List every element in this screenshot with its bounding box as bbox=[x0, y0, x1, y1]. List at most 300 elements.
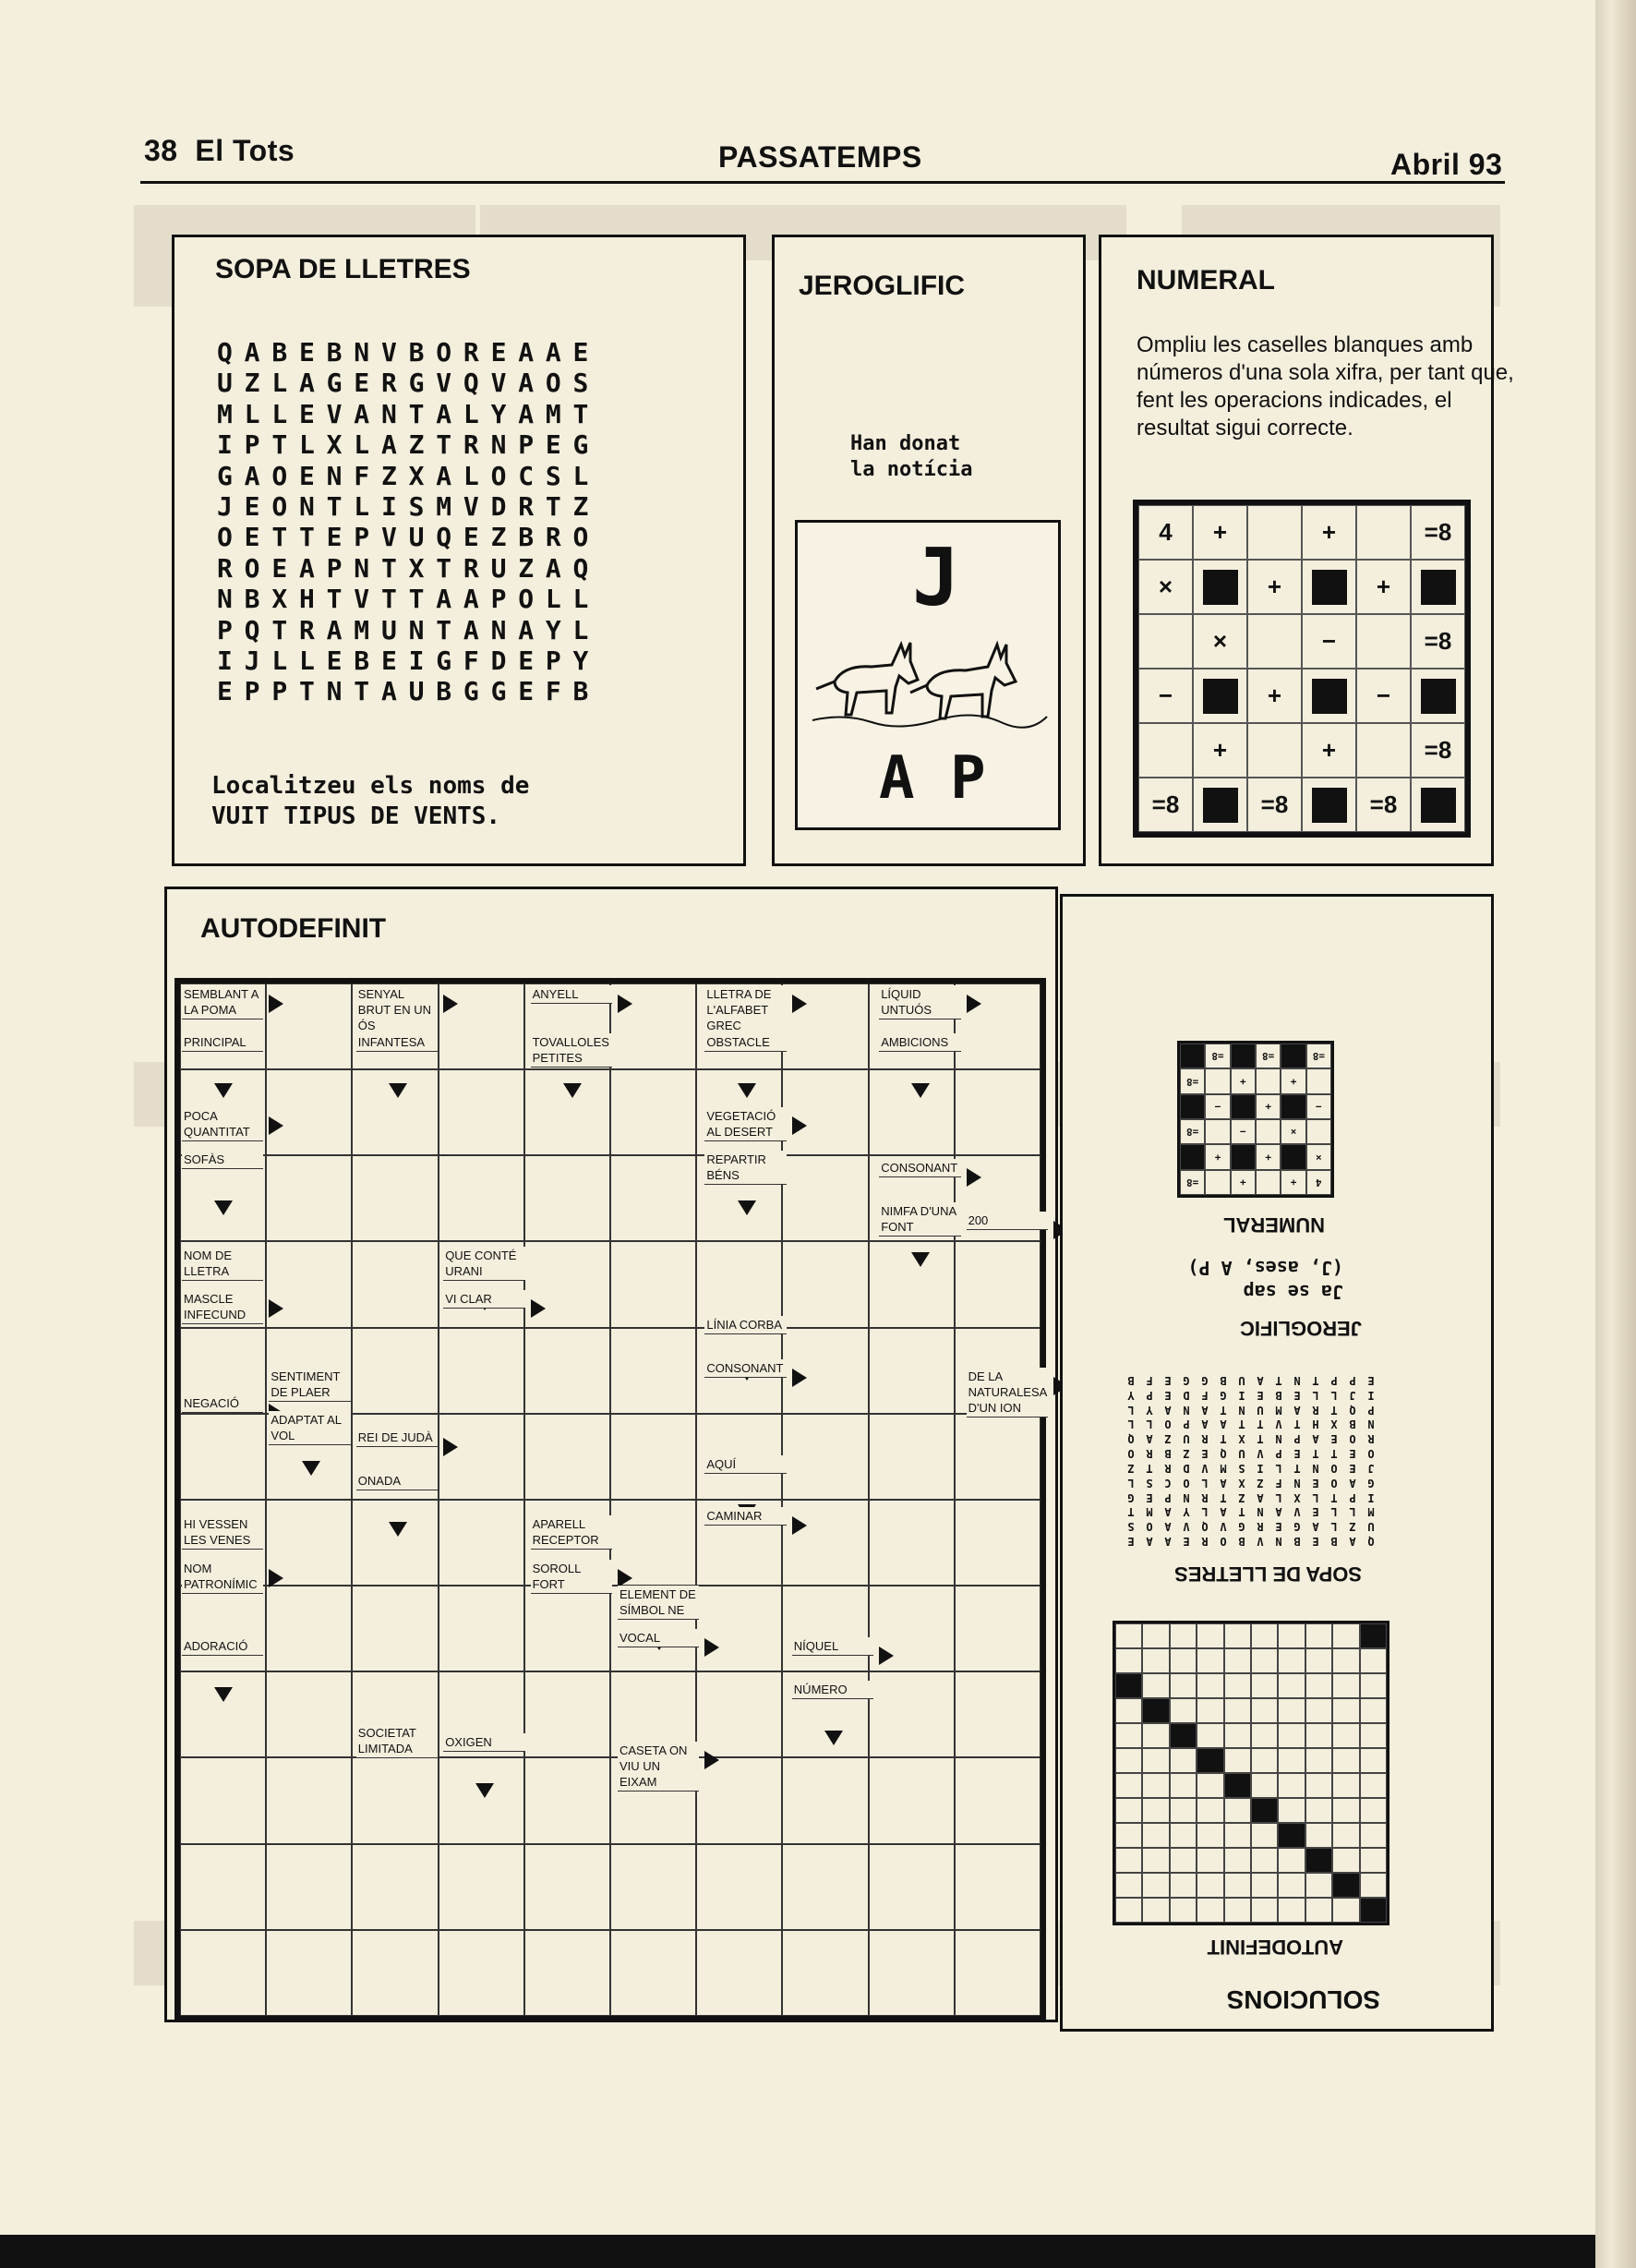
solution-cell bbox=[1224, 1848, 1251, 1873]
solution-cell bbox=[1251, 1748, 1278, 1773]
crossword-cell[interactable] bbox=[524, 1844, 610, 1930]
solution-cell bbox=[1278, 1898, 1305, 1923]
crossword-cell[interactable] bbox=[696, 1671, 782, 1757]
solution-letter: B bbox=[1293, 1535, 1301, 1549]
crossword-cell[interactable] bbox=[696, 1241, 782, 1327]
solution-cell bbox=[1115, 1798, 1142, 1823]
word-search-row: IPTLXLAZTRNPEG bbox=[217, 429, 601, 461]
crossword-clue: SOROLL FORT bbox=[531, 1560, 612, 1594]
crossword-cell[interactable] bbox=[266, 1930, 352, 2016]
word-search-row: ROEAPNTXTRUZAQ bbox=[217, 552, 601, 584]
solution-letter: I bbox=[1367, 1388, 1375, 1402]
solution-cell bbox=[1305, 1773, 1332, 1798]
numeral-cell[interactable]: + bbox=[1302, 723, 1356, 778]
solution-cell bbox=[1278, 1823, 1305, 1848]
crossword-cell[interactable] bbox=[869, 1930, 955, 2016]
solution-letter: F bbox=[1275, 1476, 1282, 1490]
crossword-cell[interactable] bbox=[610, 1155, 696, 1241]
solution-letter: O bbox=[1330, 1476, 1338, 1490]
numeral-cell[interactable]: =8 bbox=[1138, 778, 1193, 832]
numeral-black-square bbox=[1312, 679, 1347, 714]
solution-cell bbox=[1197, 1873, 1223, 1898]
crossword-cell[interactable] bbox=[439, 1586, 524, 1671]
solutions-numeral-title: NUMERAL bbox=[1223, 1213, 1325, 1237]
solution-cell bbox=[1197, 1823, 1223, 1848]
crossword-cell[interactable] bbox=[782, 1757, 868, 1843]
solution-cell bbox=[1115, 1748, 1142, 1773]
solution-cell bbox=[1142, 1723, 1169, 1748]
numeral-cell[interactable]: + bbox=[1193, 505, 1247, 560]
solution-numeral-cell: + bbox=[1256, 1094, 1281, 1119]
solution-letter: H bbox=[1312, 1418, 1319, 1431]
crossword-clue: REI DE JUDÀ bbox=[356, 1429, 438, 1447]
solution-letter: Q bbox=[1201, 1520, 1209, 1534]
crossword-cell[interactable] bbox=[782, 1414, 868, 1500]
solution-letter: G bbox=[1367, 1476, 1375, 1490]
rebus-clue-line: Han donat bbox=[850, 432, 961, 455]
solution-cell bbox=[1251, 1773, 1278, 1798]
solution-cell bbox=[1170, 1848, 1197, 1873]
crossword-cell[interactable] bbox=[955, 1069, 1041, 1155]
solution-cell bbox=[1332, 1798, 1359, 1823]
numeral-cell[interactable] bbox=[1356, 723, 1411, 778]
crossword-cell[interactable] bbox=[610, 1414, 696, 1500]
solution-letter: Y bbox=[1127, 1388, 1135, 1402]
numeral-cell[interactable]: =8 bbox=[1247, 778, 1302, 832]
numeral-cell[interactable] bbox=[1302, 669, 1356, 723]
solution-letter: B bbox=[1275, 1388, 1282, 1402]
word-search-row: GAOENFZXALOCSL bbox=[217, 460, 601, 491]
numeral-cell[interactable] bbox=[1247, 614, 1302, 669]
crossword-cell[interactable] bbox=[266, 1757, 352, 1843]
numeral-cell[interactable] bbox=[1356, 505, 1411, 560]
arrow-down-icon bbox=[563, 1083, 582, 1098]
crossword-cell[interactable] bbox=[352, 1155, 438, 1241]
numeral-cell[interactable] bbox=[1411, 560, 1465, 614]
numeral-cell[interactable] bbox=[1247, 505, 1302, 560]
crossword-cell[interactable] bbox=[266, 1671, 352, 1757]
numeral-cell[interactable] bbox=[1411, 778, 1465, 832]
solution-letter: L bbox=[1330, 1388, 1338, 1402]
crossword-cell[interactable] bbox=[869, 1328, 955, 1414]
solution-letter: D bbox=[1183, 1388, 1190, 1402]
crossword-cell[interactable] bbox=[782, 1500, 868, 1586]
crossword-cell[interactable] bbox=[439, 1155, 524, 1241]
solution-cell bbox=[1115, 1773, 1142, 1798]
crossword-cell[interactable] bbox=[352, 1500, 438, 1586]
solution-letter: A bbox=[1164, 1403, 1172, 1417]
solution-letter: X bbox=[1238, 1432, 1245, 1446]
numeral-cell[interactable]: =8 bbox=[1356, 778, 1411, 832]
solution-letter: T bbox=[1275, 1373, 1282, 1387]
solution-letter: A bbox=[1293, 1403, 1301, 1417]
solution-numeral-cell: − bbox=[1205, 1094, 1230, 1119]
numeral-cell[interactable]: × bbox=[1138, 560, 1193, 614]
numeral-cell[interactable] bbox=[1302, 778, 1356, 832]
crossword-clue: LÍQUID UNTUÓS bbox=[879, 985, 960, 1019]
solution-numeral-cell: − bbox=[1231, 1119, 1256, 1144]
numeral-cell[interactable]: + bbox=[1247, 669, 1302, 723]
crossword-cell[interactable] bbox=[869, 1671, 955, 1757]
crossword-clue: TOVALLOLES PETITES bbox=[531, 1033, 612, 1068]
numeral-cell[interactable]: + bbox=[1247, 560, 1302, 614]
solution-letter: O bbox=[1349, 1432, 1356, 1446]
numeral-cell[interactable]: + bbox=[1193, 723, 1247, 778]
arrow-right-icon bbox=[618, 995, 632, 1013]
crossword-title: AUTODEFINIT bbox=[200, 913, 387, 944]
crossword-cell[interactable] bbox=[180, 1844, 266, 1930]
crossword-cell[interactable] bbox=[955, 1586, 1041, 1671]
solution-numeral-cell bbox=[1180, 1094, 1205, 1119]
solution-letter: J bbox=[1349, 1388, 1356, 1402]
solution-cell bbox=[1115, 1898, 1142, 1923]
solution-numeral-cell bbox=[1205, 1068, 1230, 1093]
numeral-cell[interactable]: − bbox=[1138, 669, 1193, 723]
solution-cell bbox=[1332, 1873, 1359, 1898]
word-search-row: OETTEPVUQEZBRO bbox=[217, 522, 601, 553]
solution-letter: E bbox=[1349, 1461, 1356, 1475]
crossword-cell[interactable] bbox=[180, 1930, 266, 2016]
solution-cell bbox=[1305, 1873, 1332, 1898]
solution-cell bbox=[1332, 1623, 1359, 1648]
crossword-cell[interactable] bbox=[266, 1586, 352, 1671]
solution-cell bbox=[1197, 1748, 1223, 1773]
solution-cell bbox=[1305, 1848, 1332, 1873]
crossword-cell[interactable] bbox=[696, 1586, 782, 1671]
crossword-cell[interactable] bbox=[524, 1757, 610, 1843]
solution-numeral-cell bbox=[1281, 1094, 1305, 1119]
crossword-cell[interactable] bbox=[180, 1671, 266, 1757]
solution-cell bbox=[1305, 1798, 1332, 1823]
crossword-cell[interactable] bbox=[955, 1500, 1041, 1586]
numeral-cell[interactable]: =8 bbox=[1411, 723, 1465, 778]
crossword-clue: OXIGEN bbox=[443, 1733, 524, 1752]
solution-letter: E bbox=[1183, 1535, 1190, 1549]
arrow-right-icon bbox=[967, 1168, 981, 1187]
solution-letter: J bbox=[1367, 1461, 1375, 1475]
crossword-cell[interactable] bbox=[524, 1414, 610, 1500]
crossword-clue: CASETA ON VIU UN EIXAM bbox=[618, 1742, 699, 1791]
numeral-cell[interactable]: =8 bbox=[1411, 614, 1465, 669]
solution-letter: Q bbox=[1349, 1403, 1356, 1417]
word-search-row: MLLEVANTALYAMT bbox=[217, 398, 601, 429]
solution-letter: A bbox=[1257, 1373, 1264, 1387]
solution-numeral-cell: =8 bbox=[1180, 1119, 1205, 1144]
solution-cell bbox=[1251, 1648, 1278, 1673]
solution-letter: X bbox=[1293, 1490, 1301, 1504]
solution-letter: P bbox=[1275, 1447, 1282, 1461]
crossword-grid bbox=[174, 978, 1046, 2021]
crossword-cell[interactable] bbox=[266, 1155, 352, 1241]
solution-letter: P bbox=[1349, 1490, 1356, 1504]
solution-cell bbox=[1360, 1698, 1387, 1723]
solution-letter: R bbox=[1312, 1403, 1319, 1417]
crossword-cell[interactable] bbox=[696, 1844, 782, 1930]
crossword-cell[interactable] bbox=[266, 1844, 352, 1930]
solution-cell bbox=[1142, 1648, 1169, 1673]
solution-letter: V bbox=[1220, 1520, 1227, 1534]
solution-letter: N bbox=[1275, 1432, 1282, 1446]
numeral-cell[interactable] bbox=[1193, 669, 1247, 723]
crossword-cell[interactable] bbox=[955, 1414, 1041, 1500]
word-search-box bbox=[172, 235, 746, 866]
numeral-cell[interactable] bbox=[1356, 614, 1411, 669]
solution-cell bbox=[1170, 1673, 1197, 1698]
instruction-line: Localitzeu els noms de bbox=[211, 772, 530, 800]
crossword-cell[interactable] bbox=[955, 1241, 1041, 1327]
solution-letter: V bbox=[1257, 1447, 1264, 1461]
numeral-cell[interactable] bbox=[1138, 723, 1193, 778]
solution-cell bbox=[1251, 1673, 1278, 1698]
numeral-black-square bbox=[1312, 570, 1347, 605]
arrow-down-icon bbox=[214, 1687, 233, 1702]
crossword-cell[interactable] bbox=[869, 1757, 955, 1843]
arrow-right-icon bbox=[443, 995, 458, 1013]
solution-cell bbox=[1251, 1623, 1278, 1648]
solution-cell bbox=[1224, 1623, 1251, 1648]
crossword-cell[interactable] bbox=[439, 1500, 524, 1586]
crossword-cell[interactable] bbox=[869, 1844, 955, 1930]
solution-cell bbox=[1142, 1798, 1169, 1823]
solution-letter: M bbox=[1367, 1505, 1375, 1519]
solution-letter: F bbox=[1201, 1388, 1209, 1402]
arrow-down-icon bbox=[738, 1083, 756, 1098]
arrow-right-icon bbox=[792, 1116, 807, 1135]
page-number-title bbox=[144, 134, 295, 168]
solution-letter: E bbox=[1275, 1520, 1282, 1534]
solution-cell bbox=[1142, 1773, 1169, 1798]
solution-letter: O bbox=[1127, 1447, 1135, 1461]
crossword-cell[interactable] bbox=[782, 1069, 868, 1155]
solution-letter: P bbox=[1330, 1373, 1338, 1387]
solutions-rotated-content bbox=[1063, 897, 1491, 2029]
solution-cell bbox=[1197, 1673, 1223, 1698]
crossword-cell[interactable] bbox=[439, 1757, 524, 1843]
crossword-cell[interactable] bbox=[696, 1757, 782, 1843]
header-rule bbox=[140, 181, 1505, 184]
word-search-row: PQTRAMUNTANAYL bbox=[217, 614, 601, 645]
solution-cell bbox=[1170, 1773, 1197, 1798]
numeral-cell[interactable]: − bbox=[1356, 669, 1411, 723]
solution-letter: P bbox=[1349, 1373, 1356, 1387]
solution-cell bbox=[1360, 1898, 1387, 1923]
solution-letter: O bbox=[1146, 1520, 1153, 1534]
crossword-cell[interactable] bbox=[782, 1586, 868, 1671]
solution-letter: A bbox=[1164, 1520, 1172, 1534]
crossword-cell[interactable] bbox=[610, 1930, 696, 2016]
crossword-clue: CONSONANT bbox=[704, 1359, 786, 1378]
crossword-cell[interactable] bbox=[439, 1844, 524, 1930]
solution-cell bbox=[1224, 1773, 1251, 1798]
numeral-cell[interactable] bbox=[1302, 560, 1356, 614]
crossword-clue: INFANTESA bbox=[356, 1033, 438, 1052]
solution-cell bbox=[1360, 1848, 1387, 1873]
solution-cell bbox=[1305, 1898, 1332, 1923]
crossword-cell[interactable] bbox=[180, 1414, 266, 1500]
crossword-cell[interactable] bbox=[352, 1328, 438, 1414]
solution-letter: E bbox=[1293, 1447, 1301, 1461]
crossword-clue: SENYAL BRUT EN UN ÓS bbox=[356, 985, 438, 1035]
crossword-clue: POCA QUANTITAT bbox=[182, 1107, 263, 1141]
crossword-cell[interactable] bbox=[955, 1671, 1041, 1757]
solution-cell bbox=[1360, 1623, 1387, 1648]
crossword-cell[interactable] bbox=[439, 1930, 524, 2016]
solution-letter: Z bbox=[1238, 1490, 1245, 1504]
crossword-clue: SOCIETAT LIMITADA bbox=[356, 1724, 438, 1758]
crossword-clue: AMBICIONS bbox=[879, 1033, 960, 1052]
solution-numeral-cell: =8 bbox=[1256, 1044, 1281, 1068]
crossword-cell[interactable] bbox=[782, 1155, 868, 1241]
numeral-cell[interactable]: + bbox=[1302, 505, 1356, 560]
instruction-line: VUIT TIPUS DE VENTS. bbox=[211, 802, 501, 830]
solution-numeral-cell: + bbox=[1205, 1144, 1230, 1169]
solution-letter: B bbox=[1127, 1373, 1135, 1387]
solution-letter: T bbox=[1330, 1403, 1338, 1417]
solution-letter: E bbox=[1349, 1447, 1356, 1461]
solution-cell bbox=[1332, 1848, 1359, 1873]
crossword-cell[interactable] bbox=[352, 1586, 438, 1671]
solution-numeral-cell: + bbox=[1231, 1068, 1256, 1093]
crossword-clue: NIMFA D'UNA FONT bbox=[879, 1202, 960, 1237]
solution-letter: S bbox=[1146, 1476, 1153, 1490]
numeral-cell[interactable] bbox=[1411, 669, 1465, 723]
crossword-cell[interactable] bbox=[524, 1671, 610, 1757]
solution-letter: T bbox=[1312, 1447, 1319, 1461]
solutions-box bbox=[1060, 894, 1494, 2032]
crossword-cell[interactable] bbox=[180, 1586, 266, 1671]
crossword-cell[interactable] bbox=[439, 1069, 524, 1155]
crossword-cell[interactable] bbox=[782, 1241, 868, 1327]
crossword-cell[interactable] bbox=[610, 1844, 696, 1930]
solution-letter: P bbox=[1146, 1388, 1153, 1402]
solution-letter: C bbox=[1164, 1476, 1172, 1490]
crossword-cell[interactable] bbox=[524, 1930, 610, 2016]
crossword-cell[interactable] bbox=[610, 1328, 696, 1414]
solution-letter: S bbox=[1127, 1520, 1135, 1534]
solutions-title: SOLUCIONS bbox=[1226, 1985, 1380, 2014]
crossword-cell[interactable] bbox=[955, 1757, 1041, 1843]
arrow-right-icon bbox=[792, 1516, 807, 1535]
crossword-cell[interactable] bbox=[955, 1844, 1041, 1930]
numeral-cell[interactable] bbox=[1193, 778, 1247, 832]
solution-letter: Q bbox=[1127, 1432, 1135, 1446]
arrow-right-icon bbox=[967, 995, 981, 1013]
crossword-cell[interactable] bbox=[610, 1069, 696, 1155]
solution-numeral-cell bbox=[1231, 1094, 1256, 1119]
solution-cell bbox=[1305, 1623, 1332, 1648]
crossword-cell[interactable] bbox=[439, 1414, 524, 1500]
solution-letter: M bbox=[1275, 1403, 1282, 1417]
solution-cell bbox=[1360, 1773, 1387, 1798]
crossword-clue: NOM DE LLETRA bbox=[182, 1247, 263, 1281]
solution-cell bbox=[1360, 1798, 1387, 1823]
numeral-black-square bbox=[1203, 679, 1238, 714]
solution-letter: G bbox=[1183, 1373, 1190, 1387]
solution-numeral-cell: =8 bbox=[1180, 1068, 1205, 1093]
solution-cell bbox=[1115, 1848, 1142, 1873]
solution-numeral-cell bbox=[1205, 1119, 1230, 1144]
numeral-cell[interactable]: =8 bbox=[1411, 505, 1465, 560]
crossword-clue: OBSTACLE bbox=[704, 1033, 786, 1052]
solution-cell bbox=[1142, 1848, 1169, 1873]
word-search-row: JEONTLISMVDRTZ bbox=[217, 491, 601, 523]
solution-letter: P bbox=[1293, 1432, 1301, 1446]
solution-letter: T bbox=[1127, 1505, 1135, 1519]
crossword-cell[interactable] bbox=[782, 1844, 868, 1930]
numeral-cell[interactable]: + bbox=[1356, 560, 1411, 614]
solution-cell bbox=[1332, 1723, 1359, 1748]
numeral-cell[interactable] bbox=[1138, 614, 1193, 669]
crossword-cell[interactable] bbox=[352, 1930, 438, 2016]
crossword-cell[interactable] bbox=[869, 1414, 955, 1500]
crossword-cell[interactable] bbox=[439, 1328, 524, 1414]
solution-cell bbox=[1278, 1848, 1305, 1873]
solution-cell bbox=[1197, 1648, 1223, 1673]
solution-letter: T bbox=[1330, 1447, 1338, 1461]
solution-letter: L bbox=[1349, 1505, 1356, 1519]
numeral-cell[interactable]: 4 bbox=[1138, 505, 1193, 560]
crossword-cell[interactable] bbox=[782, 1930, 868, 2016]
solution-numeral-cell: + bbox=[1281, 1170, 1305, 1195]
solution-cell bbox=[1197, 1798, 1223, 1823]
solution-numeral-cell: + bbox=[1281, 1068, 1305, 1093]
crossword-cell[interactable] bbox=[524, 1328, 610, 1414]
crossword-box bbox=[164, 887, 1058, 2022]
arrow-right-icon bbox=[704, 1638, 719, 1657]
solution-cell bbox=[1332, 1748, 1359, 1773]
solution-letter: T bbox=[1146, 1461, 1153, 1475]
solution-letter: E bbox=[1127, 1535, 1135, 1549]
crossword-cell[interactable] bbox=[955, 1930, 1041, 2016]
crossword-cell[interactable] bbox=[266, 1069, 352, 1155]
crossword-cell[interactable] bbox=[524, 1586, 610, 1671]
crossword-cell[interactable] bbox=[869, 1500, 955, 1586]
numeral-cell[interactable]: − bbox=[1302, 614, 1356, 669]
crossword-clue: HI VESSEN LES VENES bbox=[182, 1515, 263, 1550]
solution-cell bbox=[1251, 1898, 1278, 1923]
solution-letter: V bbox=[1183, 1520, 1190, 1534]
solution-cell bbox=[1278, 1698, 1305, 1723]
numeral-black-square bbox=[1421, 570, 1456, 605]
crossword-cell[interactable] bbox=[696, 1930, 782, 2016]
crossword-cell[interactable] bbox=[180, 1757, 266, 1843]
crossword-cell[interactable] bbox=[524, 1155, 610, 1241]
solution-cell bbox=[1142, 1823, 1169, 1848]
solution-cell bbox=[1170, 1648, 1197, 1673]
numeral-cell[interactable]: × bbox=[1193, 614, 1247, 669]
solution-numeral-cell bbox=[1281, 1044, 1305, 1068]
crossword-cell[interactable] bbox=[352, 1241, 438, 1327]
solution-cell bbox=[1197, 1623, 1223, 1648]
crossword-clue: NÍQUEL bbox=[792, 1637, 873, 1656]
crossword-cell[interactable] bbox=[352, 1757, 438, 1843]
numeral-cell[interactable] bbox=[1193, 560, 1247, 614]
solution-letter: A bbox=[1164, 1505, 1172, 1519]
solution-numeral-cell: − bbox=[1306, 1094, 1331, 1119]
word-search-row: NBXHTVTTAAPOLL bbox=[217, 584, 601, 615]
numeral-cell[interactable] bbox=[1247, 723, 1302, 778]
solution-cell bbox=[1360, 1748, 1387, 1773]
solution-letter: T bbox=[1238, 1505, 1245, 1519]
solution-cell bbox=[1278, 1673, 1305, 1698]
crossword-clue: ELEMENT DE SÍMBOL NE bbox=[618, 1586, 699, 1620]
crossword-cell[interactable] bbox=[610, 1241, 696, 1327]
crossword-cell[interactable] bbox=[352, 1844, 438, 1930]
solution-letter: U bbox=[1367, 1520, 1375, 1534]
numeral-black-square bbox=[1421, 679, 1456, 714]
solution-cell bbox=[1251, 1798, 1278, 1823]
solution-letter: T bbox=[1220, 1490, 1227, 1504]
